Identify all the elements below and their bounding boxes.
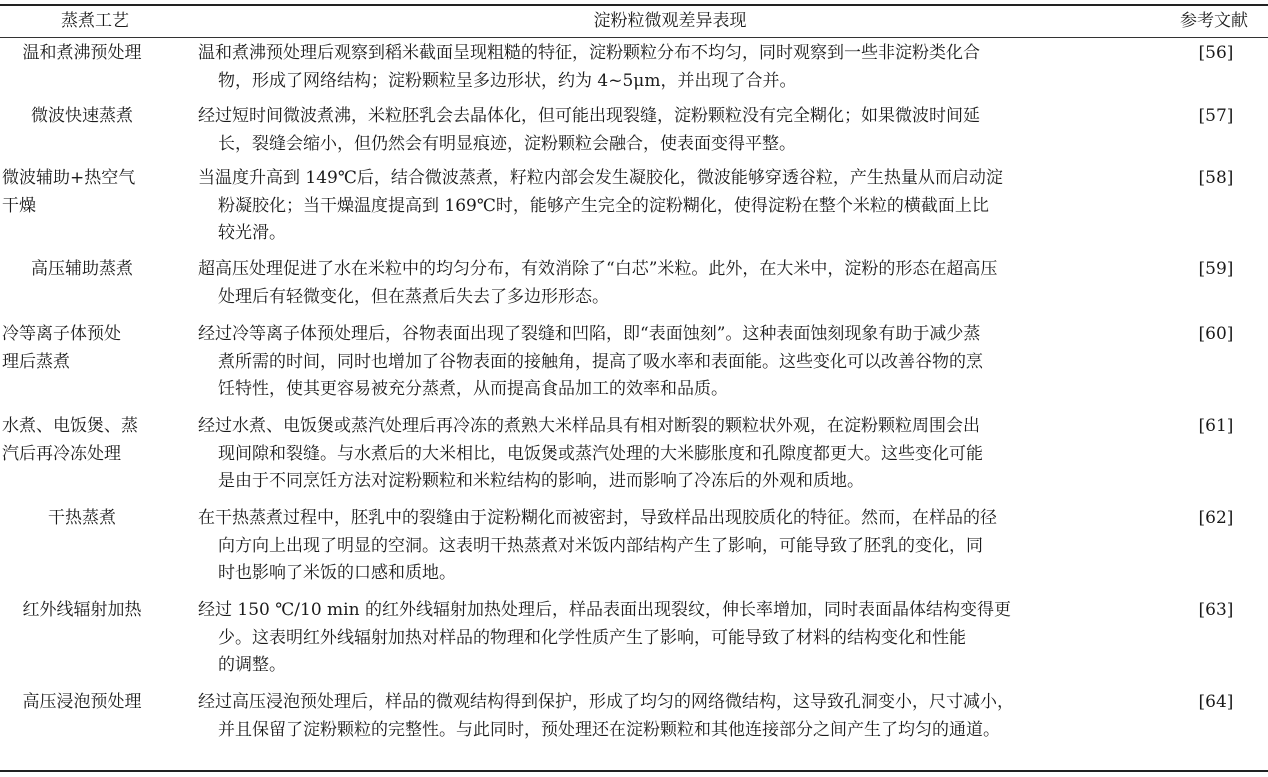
process-cell — [2, 103, 162, 131]
process-cell — [2, 413, 162, 468]
description-line: 少。这表明红外线辐射加热对样品的物理和化学性质产生了影响，可能导致了材料的结构变化和性能 — [218, 627, 966, 648]
description-line: 现间隙和裂缝。与水煮后的大米相比，电饭煲或蒸汽处理的大米膨胀度和孔隙度都更大。这些变化可能 — [218, 443, 983, 464]
reference-cell: [62] — [1198, 508, 1234, 528]
header-reference: 参考文献 — [1180, 11, 1248, 31]
description-line: 处理后有轻微变化，但在蒸煮后失去了多边形形态。 — [218, 286, 609, 307]
description-line: 长，裂缝会缩小，但仍然会有明显痕迹，淀粉颗粒会融合，使表面变得平整。 — [218, 133, 796, 154]
description-cell — [198, 256, 1143, 311]
description-line: 经过冷等离子体预处理后，谷物表面出现了裂缝和凹陷，即“表面蚀刻”。这种表面蚀刻现象有助于减少蒸 — [198, 324, 981, 344]
process-line: 水煮、电饭煲、蒸 — [2, 416, 138, 436]
table-bottom-rule — [0, 770, 1268, 772]
description-line: 的调整。 — [218, 655, 286, 676]
table-header-rule — [0, 37, 1268, 38]
description-cell — [198, 321, 1143, 404]
process-cell — [2, 597, 162, 625]
description-line: 是由于不同烹饪方法对淀粉颗粒和米粒结构的影响，进而影响了冷冻后的外观和质地。 — [218, 471, 864, 492]
description-line: 粉凝胶化；当干燥温度提高到 169℃时，能够产生完全的淀粉糊化，使得淀粉在整个米粒的横截面上比 — [218, 195, 989, 216]
process-cell — [2, 40, 162, 68]
reference-cell: [57] — [1198, 106, 1234, 126]
process-cell — [2, 689, 162, 717]
reference-cell: [56] — [1198, 43, 1234, 63]
description-line: 经过 150 ℃/10 min 的红外线辐射加热处理后，样品表面出现裂纹，伸长率增加，同时表面晶体结构变得更 — [198, 600, 1011, 620]
reference-cell: [64] — [1198, 692, 1234, 712]
process-line: 高压辅助蒸煮 — [31, 259, 133, 279]
process-line: 干热蒸煮 — [48, 508, 116, 528]
header-description: 淀粉粒微观差异表现 — [593, 11, 747, 31]
reference-cell: [58] — [1198, 168, 1234, 188]
header-process: 蒸煮工艺 — [61, 11, 129, 31]
description-line: 并且保留了淀粉颗粒的完整性。与此同时，预处理还在淀粉颗粒和其他连接部分之间产生了均匀的通道。 — [218, 719, 1000, 740]
process-line: 红外线辐射加热 — [22, 600, 142, 620]
description-line: 较光滑。 — [218, 223, 286, 244]
process-cell — [2, 505, 162, 533]
description-line: 超高压处理促进了水在米粒中的均匀分布，有效消除了“白芯”米粒。此外，在大米中，淀粉的形态在超高压 — [198, 259, 998, 279]
description-line: 经过高压浸泡预处理后，样品的微观结构得到保护，形成了均匀的网络微结构，这导致孔洞变小，尺寸减小， — [198, 692, 1014, 712]
process-line: 汽后再冷冻处理 — [2, 443, 121, 464]
process-line: 冷等离子体预处 — [2, 324, 121, 344]
process-cell — [2, 165, 162, 220]
description-line: 物，形成了网络结构；淀粉颗粒呈多边形状，约为 4~5μm，并出现了合并。 — [218, 70, 797, 91]
description-line: 在干热蒸煮过程中，胚乳中的裂缝由于淀粉糊化而被密封，导致样品出现胶质化的特征。然而，在样品的径 — [198, 508, 997, 528]
reference-cell: [61] — [1198, 416, 1234, 436]
description-cell — [198, 505, 1143, 588]
process-line: 干燥 — [2, 195, 36, 216]
process-cell — [2, 321, 162, 376]
table-top-rule — [0, 4, 1268, 6]
description-line: 饪特性，使其更容易被充分蒸煮，从而提高食品加工的效率和品质。 — [218, 379, 728, 400]
description-cell — [198, 103, 1143, 158]
description-line: 煮所需的时间，同时也增加了谷物表面的接触角，提高了吸水率和表面能。这些变化可以改善谷物的烹 — [218, 351, 983, 372]
description-line: 经过短时间微波煮沸，米粒胚乳会去晶体化，但可能出现裂缝，淀粉颗粒没有完全糊化；如果微波时间延 — [198, 106, 980, 126]
description-cell — [198, 413, 1143, 496]
description-cell — [198, 597, 1143, 680]
description-cell — [198, 165, 1143, 248]
description-line: 向方向上出现了明显的空洞。这表明干热蒸煮对米饭内部结构产生了影响，可能导致了胚乳的变化，同 — [218, 535, 983, 556]
reference-cell: [63] — [1198, 600, 1234, 620]
description-line: 当温度升高到 149℃后，结合微波蒸煮，籽粒内部会发生凝胶化，微波能够穿透谷粒，产生热量从而启动淀 — [198, 168, 1003, 188]
description-line: 温和煮沸预处理后观察到稻米截面呈现粗糙的特征，淀粉颗粒分布不均匀，同时观察到一些非淀粉类化合 — [198, 43, 980, 63]
process-cell — [2, 256, 162, 284]
description-cell — [198, 689, 1143, 744]
process-line: 温和煮沸预处理 — [22, 43, 142, 63]
reference-cell: [59] — [1198, 259, 1234, 279]
process-line: 微波快速蒸煮 — [31, 106, 133, 126]
description-cell — [198, 40, 1143, 95]
process-line: 微波辅助+热空气 — [2, 168, 136, 188]
process-line: 理后蒸煮 — [2, 351, 70, 372]
description-line: 经过水煮、电饭煲或蒸汽处理后再冷冻的煮熟大米样品具有相对断裂的颗粒状外观，在淀粉颗粒周围会出 — [198, 416, 980, 436]
process-line: 高压浸泡预处理 — [22, 692, 142, 712]
description-line: 时也影响了米饭的口感和质地。 — [218, 563, 456, 584]
reference-cell: [60] — [1198, 324, 1234, 344]
